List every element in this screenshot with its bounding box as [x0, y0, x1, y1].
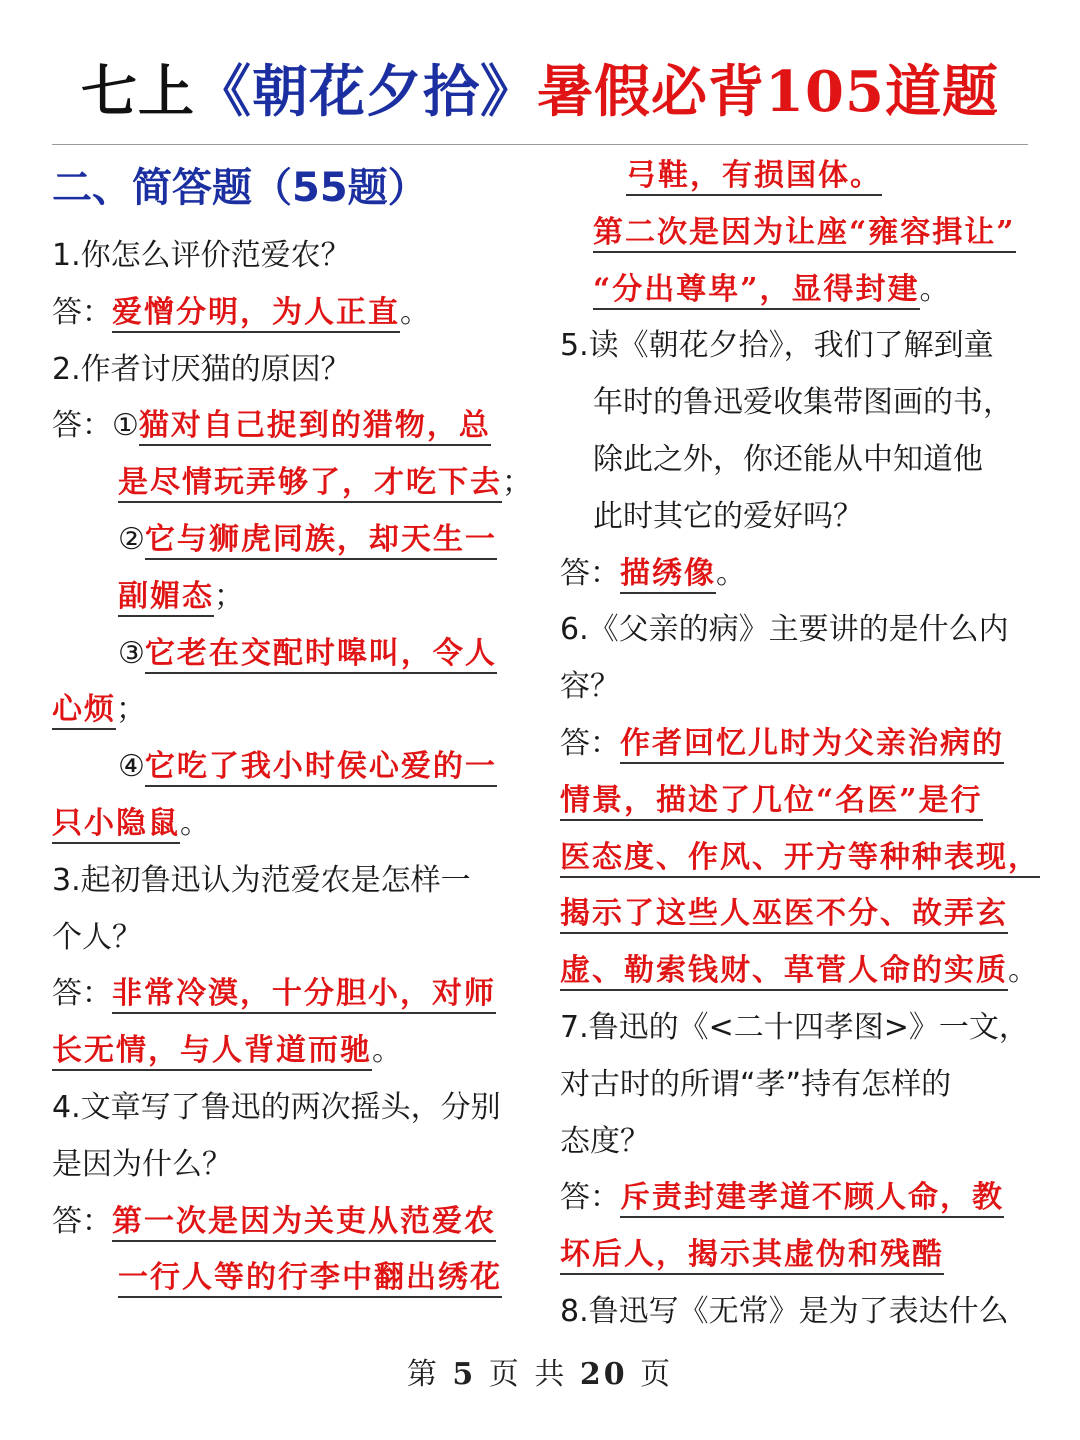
- answer-prefix: ④: [118, 749, 145, 785]
- punctuation: 。: [372, 1033, 402, 1069]
- answer-line: [52, 966, 522, 1023]
- question-text: 3.起初鲁迅认为范爱农是怎样一: [52, 862, 471, 898]
- answer-line: [52, 626, 522, 683]
- question-line: [52, 1080, 522, 1137]
- punctuation: 。: [919, 271, 950, 307]
- question-line: [560, 375, 1040, 432]
- answer-text: 情景，描述了几位“名医”是行: [560, 783, 983, 821]
- question-line: [52, 853, 522, 910]
- answer-line: [52, 569, 522, 626]
- answer-text: 心烦: [52, 692, 116, 730]
- question-line: [560, 659, 1040, 716]
- answer-text: 它老在交配时嗥叫，令人: [145, 636, 497, 674]
- answer-text: 第二次是因为让座“雍容揖让”: [593, 215, 1016, 253]
- question-text: 5.读《朝花夕拾》，我们了解到童: [560, 328, 994, 364]
- answer-text: 它与狮虎同族，却天生一: [145, 522, 497, 560]
- answer-text: 斥责封建孝道不顾人命，教: [620, 1180, 1004, 1218]
- answer-text: 第一次是因为关吏从范爱农: [112, 1204, 496, 1242]
- answer-prefix: 答：: [52, 976, 112, 1012]
- answer-text: 只小隐鼠: [52, 806, 180, 844]
- question-text: 8.鲁迅写《无常》是为了表达什么: [560, 1293, 1009, 1329]
- answer-prefix: 答：①: [52, 408, 139, 444]
- answer-prefix: 答：: [560, 555, 620, 591]
- answer-line: [52, 455, 532, 512]
- footer-middle: 页 共: [488, 1357, 568, 1392]
- answer-prefix: ②: [118, 521, 145, 557]
- punctuation: ；: [502, 465, 532, 501]
- answer-text: 坏后人，揭示其虚伪和残酷: [560, 1237, 944, 1275]
- answer-line: [52, 512, 522, 569]
- right-qa-list: [560, 148, 1040, 1341]
- answer-line: [52, 1194, 522, 1251]
- question-line: [52, 910, 522, 967]
- question-text: 7.鲁迅的《<二十四孝图>》一文，: [560, 1009, 1029, 1045]
- answer-line: [560, 1170, 1040, 1227]
- answer-line: [52, 1250, 522, 1307]
- question-line: [52, 228, 522, 285]
- header-divider: [52, 144, 1028, 145]
- answer-line: [52, 682, 522, 739]
- question-line: [560, 432, 1040, 489]
- answer-text: 作者回忆儿时为父亲治病的: [620, 726, 1004, 764]
- answer-line: [560, 943, 1040, 1000]
- title-grade: 七上: [81, 59, 196, 125]
- question-text: 是因为什么？: [52, 1146, 232, 1182]
- left-qa-list: [52, 228, 532, 1307]
- answer-text: 揭示了这些人巫医不分、故弄玄: [560, 896, 1008, 934]
- question-text: 6.《父亲的病》主要讲的是什么内: [560, 612, 1009, 648]
- answer-text: 虚、勒索钱财、草菅人命的实质: [560, 953, 1008, 991]
- question-line: [52, 342, 522, 399]
- answer-line: [560, 205, 1040, 262]
- answer-line: [52, 739, 522, 796]
- answer-text: 非常冷漠，十分胆小，对师: [112, 976, 496, 1014]
- answer-text: 是尽情玩弄够了，才吃下去: [118, 465, 502, 503]
- question-line: [560, 602, 1040, 659]
- answer-line: [560, 546, 1040, 603]
- answer-text: 爱憎分明，为人正直: [112, 295, 400, 333]
- question-text: 1.你怎么评价范爱农？: [52, 238, 351, 273]
- question-line: [560, 1284, 1040, 1341]
- answer-line: [52, 796, 522, 853]
- answer-text: 它吃了我小时侯心爱的一: [145, 749, 497, 787]
- question-text: 2.作者讨厌猫的原因？: [52, 351, 351, 387]
- punctuation: ；: [116, 692, 146, 728]
- answer-prefix: 答：: [52, 294, 112, 330]
- question-text: 年时的鲁迅爱收集带图画的书，: [593, 385, 1013, 421]
- question-line: [560, 489, 1040, 546]
- title-book: 《朝花夕拾》: [195, 59, 538, 125]
- answer-line: [560, 773, 1040, 830]
- answer-prefix: 答：: [560, 1180, 620, 1216]
- answer-line: [52, 1023, 522, 1080]
- answer-line: [560, 1227, 1040, 1284]
- question-text: 容？: [560, 669, 620, 705]
- page-footer: [0, 1350, 1080, 1400]
- question-text: 个人？: [52, 919, 142, 955]
- question-line: [560, 1114, 1040, 1171]
- question-line: [560, 1000, 1040, 1057]
- punctuation: 。: [716, 555, 746, 591]
- footer-prefix: 第: [406, 1357, 440, 1392]
- page-title: [0, 42, 1080, 142]
- answer-line: [560, 830, 1040, 887]
- answer-text: 弓鞋，有损国体。: [626, 158, 882, 196]
- current-page-number: 5: [452, 1357, 477, 1392]
- right-column: [560, 148, 1040, 1341]
- question-line: [560, 318, 1040, 375]
- question-text: 4.文章写了鲁迅的两次摇头，分别: [52, 1089, 501, 1125]
- answer-text: 医态度、作风、开方等种种表现，: [560, 840, 1040, 878]
- answer-text: 一行人等的行李中翻出绣花: [118, 1260, 502, 1298]
- answer-line: [560, 262, 1040, 319]
- question-line: [560, 1057, 1040, 1114]
- title-subtitle: 暑假必背105道题: [537, 59, 999, 125]
- answer-line: [52, 285, 522, 342]
- footer-suffix: 页: [640, 1357, 674, 1392]
- answer-line: [560, 148, 1040, 205]
- question-text: 态度？: [560, 1123, 650, 1159]
- punctuation: 。: [1008, 953, 1038, 989]
- total-page-count: 20: [579, 1357, 628, 1392]
- answer-line: [560, 886, 1040, 943]
- question-text: 此时其它的爱好吗？: [593, 498, 863, 534]
- answer-text: 猫对自己捉到的猎物，总: [139, 408, 491, 446]
- answer-text: 长无情，与人背道而驰: [52, 1033, 372, 1071]
- question-text: 对古时的所谓“孝”持有怎样的: [560, 1066, 952, 1102]
- answer-prefix: 答：: [560, 725, 620, 761]
- punctuation: 。: [400, 294, 430, 330]
- question-text: 除此之外，你还能从中知道他: [593, 441, 983, 477]
- answer-line: [560, 716, 1040, 773]
- answer-line: [52, 398, 522, 455]
- answer-prefix: ③: [118, 635, 145, 671]
- question-line: [52, 1137, 522, 1194]
- section-heading: 二、简答题（55题）: [52, 165, 428, 211]
- answer-text: 描绣像: [620, 556, 716, 594]
- punctuation: ；: [214, 578, 244, 614]
- answer-text: “分出尊卑”，显得封建: [593, 272, 920, 310]
- punctuation: 。: [180, 805, 210, 841]
- answer-text: 副媚态: [118, 579, 214, 617]
- answer-prefix: 答：: [52, 1203, 112, 1239]
- left-column: [52, 148, 532, 1307]
